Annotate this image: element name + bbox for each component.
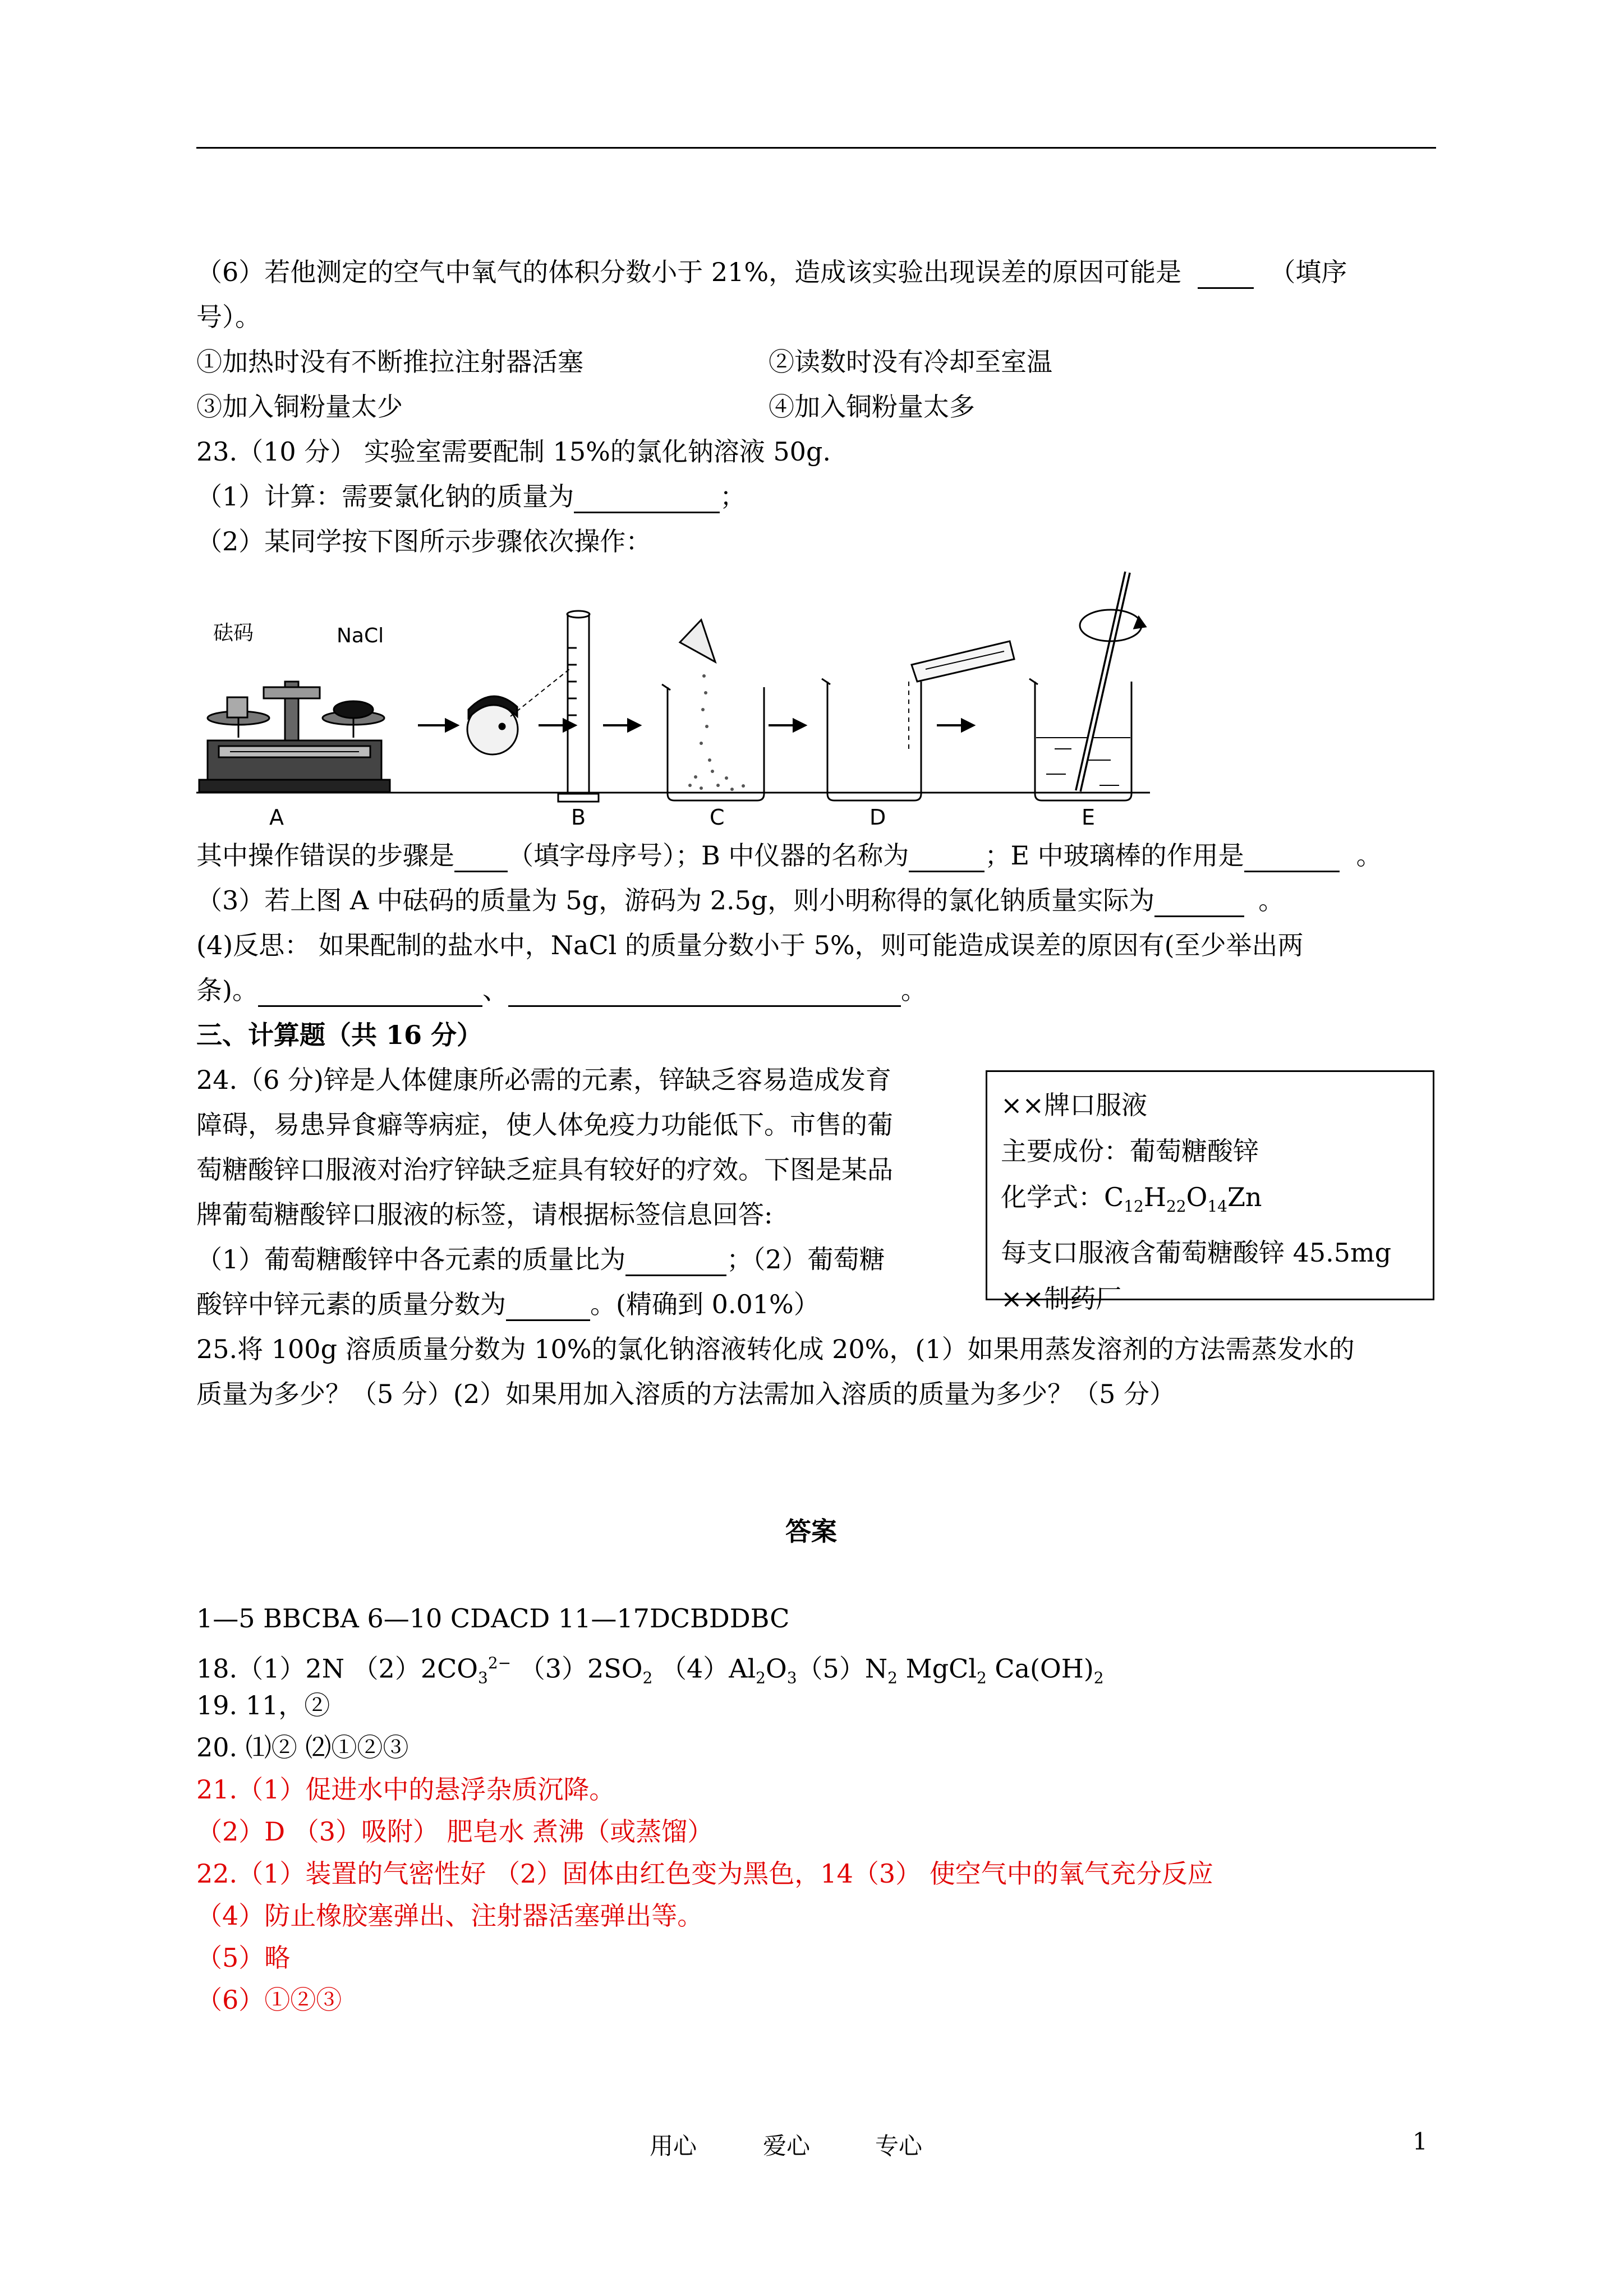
label-dose: 每支口服液含葡萄糖酸锌 45.5mg [1001,1237,1392,1268]
answer-18: 18.（1）2N $(2)2CO_3^{2-}$ $(3)2SO_2$ $(4)Al_2O_3(5)N_2$ MgCl$_2$ $Ca(OH)_2$ [196,1653,1104,1687]
section-3-heading: 三、计算题（共 16 分） [196,1020,483,1050]
product-label-box [986,1070,1434,1314]
answer-blank[interactable] [1244,845,1340,872]
figure-label-b: B [571,805,586,827]
arrow-3 [603,720,640,731]
answer-blank[interactable] [454,845,508,872]
figure-label-d: D [869,805,886,827]
q24-line4: 牌葡萄糖酸锌口服液的标签，请根据标签信息回答: [196,1199,773,1230]
label-brand: ××牌口服液 [1001,1090,1148,1120]
arrow-1 [418,720,457,731]
figure-label-nacl: NaCl [337,624,384,647]
answer-22-line1: 22.（1）装置的气密性好 （2）固体由红色变为黑色，14（3） 使空气中的氧气充分反应 [196,1858,1213,1889]
footer-text-3: 专心 [875,2132,923,2160]
q24-line5: （1）葡萄糖酸锌中各元素的质量比为 ；（2）葡萄糖 [196,1243,885,1276]
beaker-c [662,620,764,800]
beaker-d [822,641,1014,800]
label-ingredient: 主要成份：葡萄糖酸锌 [1001,1136,1259,1166]
label-manufacturer: ××制药厂 [1001,1283,1122,1314]
q23-part5: (4)反思： 如果配制的盐水中，NaCl 的质量分数小于 5%，则可能造成误差的原因有(至少举出两 [196,930,1304,960]
answer-blank[interactable] [258,979,482,1007]
figure-label-a: A [269,805,284,827]
beaker-e [1029,572,1145,800]
experiment-diagram [196,569,1150,827]
answer-blank[interactable] [909,845,984,872]
figure-label-c: C [710,805,725,827]
q23-part2: （2）某同学按下图所示步骤依次操作： [196,526,652,556]
q24-line3: 萄糖酸锌口服液对治疗锌缺乏症具有较好的疗效。下图是某品 [196,1154,893,1185]
answer-21-line1: 21.（1）促进水中的悬浮杂质沉降。 [196,1774,615,1805]
answer-blank[interactable] [506,1294,590,1321]
q22-option-2: ②读数时没有冷却至室温 [769,347,1052,377]
q24-line6: 酸锌中锌元素的质量分数为 。(精确到 0.01%） [196,1287,820,1321]
q22-6-line2: 号）。 [196,302,261,332]
q22-option-3: ③加入铜粉量太少 [196,392,403,422]
answer-blank[interactable] [625,1249,726,1276]
q22-6-line1: （6）若他测定的空气中氧气的体积分数小于 21%，造成该实验出现误差的原因可能是 （填序 [196,255,1347,289]
header-rule [196,147,1436,149]
q25-line1: 25.将 100g 溶质质量分数为 10%的氯化钠溶液转化成 20%，(1）如果用蒸发溶剂的方法需蒸发水的 [196,1334,1355,1364]
answer-blank[interactable] [1198,261,1254,289]
label-formula: 化学式：$C_{12}H_{22}O_{14}Zn$ [1001,1182,1262,1216]
arrow-5 [937,720,973,731]
figure-label-weights: 砝码 [213,622,254,645]
answer-1-17: 1—5 BBCBA 6—10 CDACD 11—17DCBDDBC [196,1603,790,1634]
answer-20: 20. ⑴② ⑵①②③ [196,1732,409,1763]
answer-blank[interactable] [508,979,901,1007]
balance-illustration [199,682,390,792]
answer-21-line2: （2）D （3）吸附） 肥皂水 煮沸（或蒸馏） [196,1816,714,1847]
q22-option-4: ④加入铜粉量太多 [769,392,975,422]
q25-line2: 质量为多少？（5 分）(2）如果用加入溶质的方法需加入溶质的质量为多少？（5 分） [196,1379,1175,1409]
q24-line2: 障碍，易患异食癖等病症，使人体免疫力功能低下。市售的葡 [196,1110,893,1140]
page-number: 1 [1413,2128,1428,2155]
q23-part3: 其中操作错误的步骤是 （填字母序号）；B 中仪器的名称为 ；E 中玻璃棒的作用是 。 [196,839,1382,872]
graduated-cylinder [558,611,599,802]
figure-label-e: E [1082,805,1096,827]
answer-19: 19. 11，② [196,1690,330,1720]
experiment-figure [196,569,1150,827]
answer-22-line2: （4）防止橡胶塞弹出、注射器活塞弹出等。 [196,1901,703,1931]
answer-22-line3: （5）略 [196,1943,291,1973]
observer-head [467,669,569,754]
q23-part4: （3）若上图 A 中砝码的质量为 5g，游码为 2.5g，则小明称得的氯化钠质量实际为 。 [196,884,1284,917]
answers-heading: 答案 [785,1516,837,1547]
q23-part1: （1）计算：需要氯化钠的质量为 ； [196,480,746,513]
answer-22-line4: （6）①②③ [196,1985,342,2015]
q23-part6: 条)。 、 。 [196,973,927,1007]
answer-blank[interactable] [1154,890,1244,917]
arrow-4 [769,720,805,731]
footer-text-1: 用心 [650,2132,697,2160]
answer-blank[interactable] [574,486,720,513]
q22-option-1: ①加热时没有不断推拉注射器活塞 [196,347,583,377]
arrow-2 [539,720,575,731]
q24-line1: 24.（6 分)锌是人体健康所必需的元素，锌缺乏容易造成发育 [196,1065,891,1095]
q23-title: 23.（10 分） 实验室需要配制 15%的氯化钠溶液 50g. [196,436,831,467]
footer-text-2: 爱心 [763,2132,811,2160]
